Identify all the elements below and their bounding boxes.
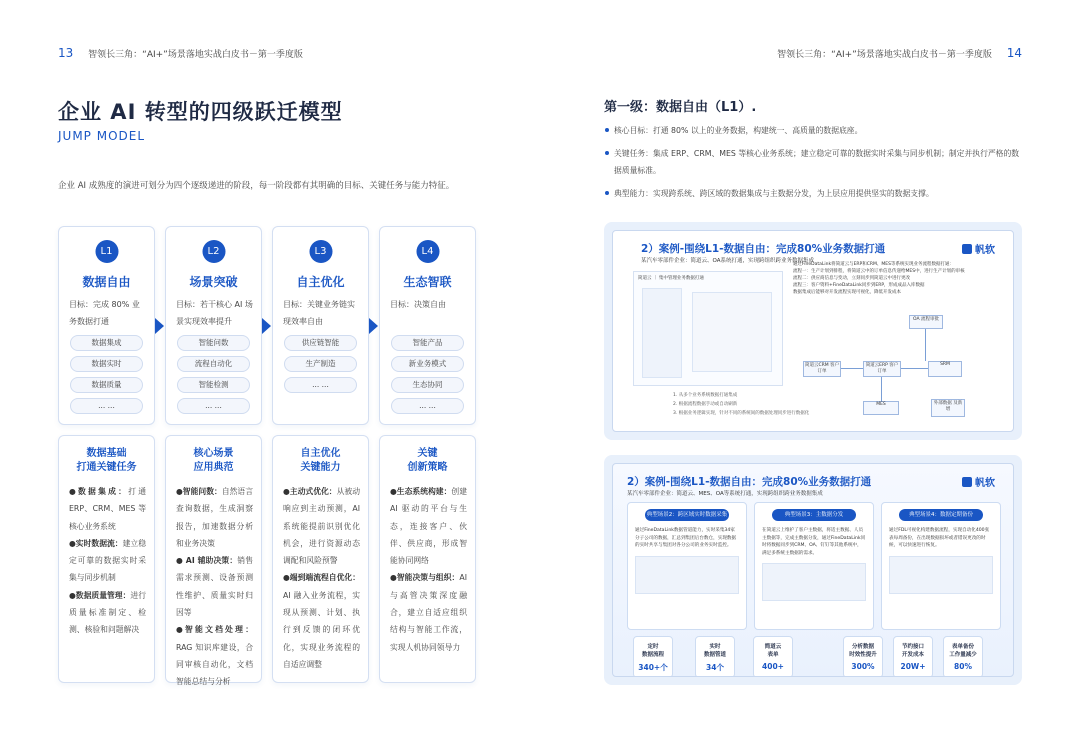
note-lines bbox=[793, 261, 998, 296]
level-name: 自主优化 bbox=[296, 275, 345, 289]
scene-head: 典型场景4：数据定期备份 bbox=[899, 509, 983, 521]
para-lead: ● AI 辅助决策： bbox=[176, 556, 238, 566]
page-number-right: 14 bbox=[1006, 46, 1022, 60]
flow-node: MES bbox=[863, 401, 899, 415]
step-item: 3. 根据业务逻辑实现，针对不同的系统间的数据处理同步进行数据化 bbox=[673, 411, 810, 416]
detail-title: 自主优化 bbox=[300, 448, 341, 459]
stat-value: 20W+ bbox=[900, 662, 926, 671]
scene-screenshot bbox=[635, 556, 739, 594]
para-lead: ●生态系统构建： bbox=[390, 487, 452, 496]
flow-node: 简道云ERP 客户订单 bbox=[863, 361, 901, 377]
stat-value: 34个 bbox=[706, 663, 724, 672]
capability-pill: 生态协同 bbox=[391, 377, 464, 393]
scene-card bbox=[881, 502, 1001, 630]
stat-label: 工作量减少 bbox=[949, 652, 977, 658]
slide-subtitle: 某汽车零部件企业：简道云、MES、OA等系统打通，实现跨组织跨业务数据集成 bbox=[627, 491, 823, 497]
para-text: AI 融入业务流程，实现从预测、计划、执行到反馈的闭环优化，实现业务流程的自适应调整 bbox=[283, 590, 360, 669]
capability-pill: 数据集成 bbox=[70, 335, 143, 351]
para-lead: ●智能问数： bbox=[176, 487, 222, 496]
slide-title: 2）案例-围绕L1-数据自由：完成80%业务数据打通 bbox=[627, 476, 872, 488]
detail-body bbox=[283, 483, 360, 673]
stat-card bbox=[843, 636, 883, 677]
stat-label: 表单 bbox=[767, 652, 779, 658]
stat-label: 开发成本 bbox=[901, 652, 924, 658]
note-line: 数据集成后能够对开发流程实现可视化，降低开发成本 bbox=[793, 290, 901, 295]
running-title-left: 智领长三角：“AI+”场景落地实战白皮书－第一季度版 bbox=[88, 50, 303, 60]
para-lead: ●实时数据流： bbox=[69, 538, 123, 548]
para-text: 进行质量标准制定、检测、核验和问题解决 bbox=[69, 590, 147, 635]
level-card-l4 bbox=[379, 226, 476, 425]
stat-value: 80% bbox=[954, 662, 972, 671]
para-text: 创建 AI 驱动的平台与生态，连接客户、伙伴、供应商，形成智能协同网络 bbox=[390, 487, 468, 566]
bullet-item: 典型能力：实现跨系统、跨区域的数据集成与主数据分发，为上层应用提供坚实的数据支撑。 bbox=[604, 185, 1024, 202]
scene-text: 通过FDL可视化构建数据流程，实现自动化400张表每周备份，在出现数据损坏或者错误更改的时候，可以快速进行恢复。 bbox=[889, 528, 990, 548]
level-goal: 目标：完成 80% 业务数据打通 bbox=[69, 300, 140, 326]
slide-title: 2）案例-围绕L1-数据自由：完成80%业务数据打通 bbox=[641, 243, 886, 255]
slide-subtitle: 某汽车零部件企业：简道云、OA系统打通，实现跨组织跨业务数据集成 bbox=[641, 258, 814, 264]
stat-value: 340+个 bbox=[638, 663, 668, 672]
para-text: 自然语言查询数据，生成洞察报告，加速数据分析和业务决策 bbox=[176, 487, 254, 548]
stat-label: 定时 bbox=[647, 644, 659, 650]
scene-card bbox=[754, 502, 874, 630]
para-text: 销售需求预测、设备预测性维护、质量实时归因等 bbox=[176, 556, 253, 618]
fanruan-logo-icon bbox=[962, 244, 972, 254]
flow-connector bbox=[925, 329, 926, 361]
para-text: AI 与高管决策深度融合，建立自适应组织结构与智能工作流，实现人机协同领导力 bbox=[390, 573, 467, 652]
flow-node: 简道云CRM 客户订单 bbox=[803, 361, 841, 377]
level-card-l2 bbox=[165, 226, 262, 425]
screenshot-panel bbox=[633, 271, 783, 386]
para-lead: ●智能文档处理： bbox=[176, 625, 253, 635]
flow-node: SRM bbox=[928, 361, 962, 377]
note-line: 流程二：供应商信息与变动，立刻同步到简道云中进行更改 bbox=[793, 276, 910, 281]
running-header-left bbox=[58, 46, 303, 60]
brand-logo bbox=[962, 241, 995, 256]
stat-card bbox=[943, 636, 983, 677]
detail-title: 数据基础 bbox=[86, 448, 127, 459]
capability-pill: ... ... bbox=[284, 377, 357, 393]
capability-pill: ... ... bbox=[177, 398, 250, 414]
capability-pill: 智能产品 bbox=[391, 335, 464, 351]
note-line: 流程三：客户资料+FineDataLink同步到ERP，形成成品入库数据 bbox=[793, 283, 925, 288]
level-badge: L1 bbox=[95, 240, 118, 263]
scene-text: 通过FineDataLink数据管道能力，实时采集34家分子公司的数据，汇总到集团后台数仓，实现数据的实时共享与集团对各分公司的业务实时监控。 bbox=[635, 528, 737, 548]
para-lead: ●智能决策与组织： bbox=[390, 573, 460, 583]
detail-body bbox=[390, 483, 467, 656]
level-badge: L2 bbox=[202, 240, 225, 263]
para-lead: ●端到端流程自优化： bbox=[283, 573, 360, 583]
capability-pill: 数据实时 bbox=[70, 356, 143, 372]
level-badge: L4 bbox=[416, 240, 439, 263]
para-lead: ●数据集成： bbox=[69, 487, 129, 496]
capability-pill: 数据质量 bbox=[70, 377, 143, 393]
level-card-l3 bbox=[272, 226, 369, 425]
detail-card-data-foundation bbox=[58, 435, 155, 683]
capability-pill: ... ... bbox=[391, 398, 464, 414]
detail-body bbox=[176, 483, 253, 691]
scene-card bbox=[627, 502, 747, 630]
flow-node: OA 流程审批 bbox=[909, 315, 943, 329]
para-lead: ●主动式优化： bbox=[283, 487, 337, 496]
brand-logo bbox=[962, 474, 995, 489]
chevron-right-icon bbox=[155, 318, 164, 334]
section-title: 第一级：数据自由（L1）. bbox=[604, 100, 757, 115]
step-item: 2. 根据流程数据手动或自动刷新 bbox=[673, 402, 738, 407]
flow-connector bbox=[881, 377, 882, 401]
detail-title: 关键 bbox=[417, 448, 438, 459]
stat-label: 时效性提升 bbox=[849, 652, 877, 658]
brand-name: 帆软 bbox=[975, 245, 995, 256]
flow-node: 外部数据 及新增 bbox=[931, 399, 965, 417]
stat-card bbox=[633, 636, 673, 677]
detail-card-core-scenarios bbox=[165, 435, 262, 687]
detail-body bbox=[69, 483, 146, 639]
case-figure-1 bbox=[604, 222, 1022, 440]
chevron-right-icon bbox=[262, 318, 271, 334]
fanruan-logo-icon bbox=[962, 477, 972, 487]
level-card-l1 bbox=[58, 226, 155, 425]
para-text: 从被动响应到主动预测，AI 系统能提前识别优化机会，进行资源动态调配和风险预警 bbox=[283, 487, 361, 566]
page-subtitle: JUMP MODEL bbox=[58, 129, 146, 143]
stat-label: 实时 bbox=[709, 644, 721, 650]
stat-label: 简道云 bbox=[764, 644, 782, 650]
capability-pill: ... ... bbox=[70, 398, 143, 414]
detail-title: 关键能力 bbox=[300, 462, 341, 473]
case-slide-2 bbox=[612, 463, 1014, 677]
panel-sidebar bbox=[642, 288, 682, 378]
scene-head: 典型场景3：主数据分发 bbox=[772, 509, 856, 521]
flow-connector bbox=[901, 368, 928, 369]
bullet-item: 关键任务：集成 ERP、CRM、MES 等核心业务系统；建立稳定可靠的数据实时采集与同步机制；制定并执行严格的数据质量标准。 bbox=[604, 145, 1024, 179]
para-text: 打通 ERP、CRM、MES 等核心业务系统 bbox=[69, 487, 146, 531]
case-slide-1 bbox=[612, 230, 1014, 432]
level-goal: 目标：决策自由 bbox=[390, 300, 446, 309]
panel-canvas bbox=[692, 292, 772, 372]
detail-card-innovation bbox=[379, 435, 476, 683]
para-lead: ●数据质量管理： bbox=[69, 590, 131, 600]
running-header-right bbox=[777, 46, 1022, 60]
level-goal: 目标：关键业务链实现效率自由 bbox=[283, 300, 355, 326]
capability-pill: 智能问数 bbox=[177, 335, 250, 351]
capability-pill: 流程自动化 bbox=[177, 356, 250, 372]
para-text: RAG 知识库建设，合同审核自动化，文档智能总结与分析 bbox=[176, 642, 253, 687]
capability-pill: 生产制造 bbox=[284, 356, 357, 372]
page-number-left: 13 bbox=[58, 46, 74, 60]
para-text: 建立稳定可靠的数据实时采集与同步机制 bbox=[69, 538, 147, 583]
stat-label: 数据流程 bbox=[641, 652, 664, 658]
scene-screenshot bbox=[762, 563, 866, 601]
detail-title: 应用典范 bbox=[193, 462, 234, 473]
bullet-item: 核心目标：打通 80% 以上的业务数据，构建统一、高质量的数据底座。 bbox=[604, 122, 1024, 139]
stat-label: 分析数据 bbox=[851, 644, 874, 650]
stat-label: 表单备份 bbox=[951, 644, 974, 650]
intro-text: 企业 AI 成熟度的演进可划分为四个逐级递进的阶段，每一阶段都有其明确的目标、关键任务与能力特征。 bbox=[58, 181, 455, 191]
level-name: 生态智联 bbox=[403, 275, 452, 289]
level-name: 数据自由 bbox=[82, 275, 131, 289]
scene-text: 在简道云上维护了客户主数据，将适主数据、人员主数据等，完成主数据分发，通过FineDataLink同时将数据同步到CRM、OA、钉钉等其他系统中，满足多系统主数据的需求。 bbox=[762, 528, 866, 556]
stat-card bbox=[753, 636, 793, 677]
stat-value: 300% bbox=[851, 662, 875, 671]
step-item: 1. 从多个业务系统数据打通集成 bbox=[673, 393, 738, 398]
stat-card bbox=[695, 636, 735, 677]
scene-screenshot bbox=[889, 556, 993, 594]
capability-pill: 供应链智能 bbox=[284, 335, 357, 351]
note-line: 流程一：生产计划到排程，将简道云中的订单信息传递给MES中，进行生产计划的审核 bbox=[793, 269, 965, 274]
note-line: 通过FineDataLink将简道云与ERP和CRM、MES等系统实现业务流程数据打通： bbox=[793, 262, 955, 267]
detail-title: 核心场景 bbox=[193, 448, 234, 459]
scene-head: 典型场景2：跨区域实时数据采集 bbox=[645, 509, 729, 521]
chevron-right-icon bbox=[369, 318, 378, 334]
running-title-right: 智领长三角：“AI+”场景落地实战白皮书－第一季度版 bbox=[777, 50, 992, 60]
stat-value: 400+ bbox=[762, 662, 784, 671]
brand-name: 帆软 bbox=[975, 478, 995, 489]
stat-label: 节约接口 bbox=[901, 644, 924, 650]
stat-label: 数据管道 bbox=[703, 652, 726, 658]
step-list bbox=[673, 391, 853, 418]
panel-title: 简道云 ｜ 集中管理业务数据打通 bbox=[638, 276, 704, 281]
detail-title: 打通关键任务 bbox=[76, 462, 137, 473]
detail-card-self-optimization bbox=[272, 435, 369, 683]
level-name: 场景突破 bbox=[189, 275, 238, 289]
level-goal: 目标：若干核心 AI 场景实现效率提升 bbox=[176, 300, 253, 326]
detail-title: 创新策略 bbox=[407, 462, 448, 473]
capability-pill: 新业务模式 bbox=[391, 356, 464, 372]
page-title: 企业 AI 转型的四级跃迁模型 bbox=[58, 100, 343, 124]
case-figure-2 bbox=[604, 455, 1022, 685]
stat-card bbox=[893, 636, 933, 677]
level-badge: L3 bbox=[309, 240, 332, 263]
flow-connector bbox=[841, 368, 863, 369]
bullet-list bbox=[604, 122, 1024, 208]
capability-pill: 智能检测 bbox=[177, 377, 250, 393]
